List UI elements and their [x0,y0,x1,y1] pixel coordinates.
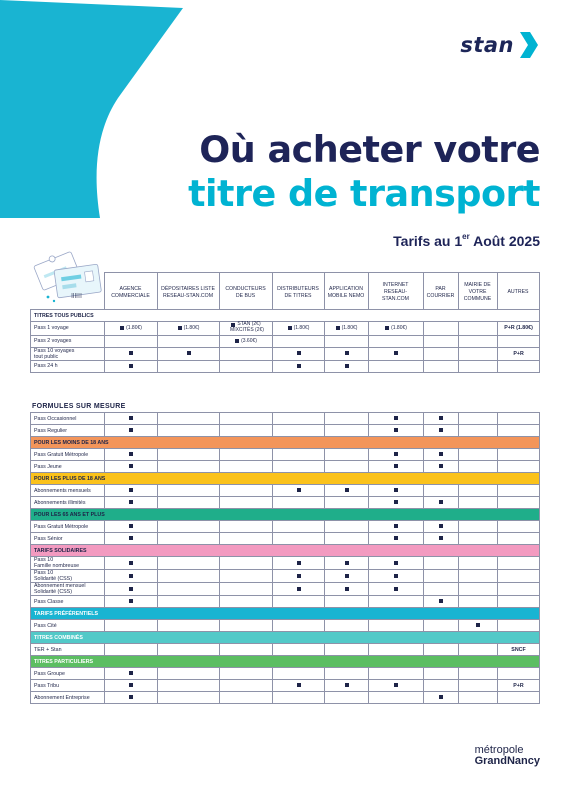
table-row [31,360,540,372]
table-cell: (1.80€) [105,322,158,336]
availability-square [385,326,389,330]
table-row [31,596,540,608]
availability-square [288,326,292,330]
table-cell: SNCF [498,644,540,656]
availability-square [178,326,182,330]
availability-square [297,351,301,355]
table-row [31,583,540,596]
row-label: Pass Jeune [31,461,105,473]
row-label: Pass Cité [31,620,105,632]
header-blank [30,273,104,313]
table-row [31,644,540,656]
row-label: Pass Sénior [31,533,105,545]
table-cell: (1.80€) [273,322,325,336]
col-header-conducteurs: CONDUCTEURS DE BUS [219,273,272,313]
table-row [31,497,540,509]
availability-square [394,351,398,355]
availability-square [394,500,398,504]
availability-square [129,500,133,504]
availability-square [297,364,301,368]
row-label: Abonnement mensuel Solidarité (CSS) [31,583,105,596]
col-header-agence: AGENCE COMMERCIALE [104,273,157,313]
table-cell: STAN (2€) MIXCITÉS (2€) [220,322,273,336]
row-label: Pass 10 Solidarité (CSS) [31,570,105,583]
logo-mark-icon [516,30,540,60]
row-label: Pass Occasionnel [31,413,105,425]
table-row [31,485,540,497]
col-header-depositaires: DÉPOSITAIRES LISTE RESEAU-STAN.COM [157,273,219,313]
row-label: Pass Gratuit Métropole [31,521,105,533]
metropole-text: métropole [474,744,524,756]
availability-square [129,683,133,687]
availability-square [439,416,443,420]
col-header-distributeurs: DISTRIBUTEURS DE TITRES [272,273,324,313]
table-cell [424,322,459,336]
availability-square [297,574,301,578]
row-label: Pass Gratuit Métropole [31,449,105,461]
availability-square [129,364,133,368]
availability-square [394,561,398,565]
row-label: Pass 10 Famille nombreuse [31,557,105,570]
row-label: Abonnements illimités [31,497,105,509]
tous-publics-table [30,309,540,373]
availability-square [394,587,398,591]
table-row [31,521,540,533]
availability-square [297,561,301,565]
section-plus-18: POUR LES PLUS DE 18 ANS [31,473,540,485]
availability-square [439,695,443,699]
col-header-autres: AUTRES [497,273,539,313]
table-row [31,680,540,692]
table-row [31,557,540,570]
availability-square [439,599,443,603]
section-solidaires: TARIFS SOLIDAIRES [31,545,540,557]
table-row [31,533,540,545]
availability-square [120,326,124,330]
section-preferentiels: TARIFS PRÉFÉRENTIELS [31,608,540,620]
availability-square [297,587,301,591]
table-row [31,449,540,461]
availability-square [439,536,443,540]
availability-square [129,574,133,578]
row-label: Pass Regulier [31,425,105,437]
section-formules-title: FORMULES SUR MESURE [32,403,126,410]
row-label: Pass 2 voyages [31,335,105,347]
row-label: Pass Groupe [31,668,105,680]
grandnancy-text: GrandNancy [474,755,540,767]
table-row [31,335,540,347]
table-cell [459,322,498,336]
table-row [31,347,540,360]
availability-square [129,464,133,468]
table-cell: P+R (1.80€) [498,322,540,336]
table-row [31,570,540,583]
availability-square [345,488,349,492]
availability-square [345,351,349,355]
row-label: TER + Stan [31,644,105,656]
stan-logo [460,30,540,60]
availability-square [336,326,340,330]
availability-square [345,561,349,565]
section-tous-publics: TITRES TOUS PUBLICS [31,310,540,322]
table-row [31,692,540,704]
logo-text: stan [460,33,514,57]
table-cell: (1.80€) [369,322,424,336]
table-cell: (3.60€) [220,335,273,347]
availability-square [129,351,133,355]
table-row [31,461,540,473]
availability-square [394,536,398,540]
availability-square [439,452,443,456]
availability-square [129,587,133,591]
page-title-line1: Où acheter votre [199,128,540,171]
availability-square [394,428,398,432]
availability-square [394,574,398,578]
availability-square [394,416,398,420]
col-header-mairie: MAIRIE DE VOTRE COMMUNE [458,273,497,313]
availability-square [439,428,443,432]
availability-square [345,364,349,368]
section-particuliers: TITRES PARTICULIERS [31,656,540,668]
section-moins-18: POUR LES MOINS DE 18 ANS [31,437,540,449]
availability-square [394,488,398,492]
table-cell: (1.80€) [158,322,220,336]
row-label: Abonnements mensuels [31,485,105,497]
availability-square [129,488,133,492]
table-row [31,413,540,425]
availability-square [439,464,443,468]
page-title-line2: titre de transport [188,172,540,215]
availability-square [129,695,133,699]
row-label: Pass 24 h [31,360,105,372]
row-label: Pass Tribu [31,680,105,692]
column-header-row [30,272,540,313]
decorative-shape [0,0,190,220]
availability-square [476,623,480,627]
availability-square [394,464,398,468]
availability-square [187,351,191,355]
formules-table [30,412,540,704]
table-row [31,322,540,336]
table-row [31,668,540,680]
availability-square [345,574,349,578]
section-combines: TITRES COMBINÉS [31,632,540,644]
availability-square [129,416,133,420]
availability-square [394,524,398,528]
availability-square [129,599,133,603]
table-cell: (1.80€) [325,322,369,336]
availability-square [345,587,349,591]
availability-square [129,536,133,540]
metropole-logo [475,744,540,767]
availability-square [297,488,301,492]
row-label: Pass Classe [31,596,105,608]
availability-square [235,339,239,343]
row-label: Abonnement Entreprise [31,692,105,704]
availability-square [129,524,133,528]
availability-square [297,683,301,687]
table-cell: P+R [498,680,540,692]
availability-square [439,500,443,504]
table-cell: P+R [498,347,540,360]
availability-square [129,561,133,565]
row-label: Pass 10 voyages tout public [31,347,105,360]
col-header-internet: INTERNET RESEAU-STAN.COM [368,273,423,313]
availability-square [394,683,398,687]
col-header-appli: APPLICATION MOBILE NEMO [324,273,368,313]
section-plus-65: POUR LES 65 ANS ET PLUS [31,509,540,521]
table-row [31,620,540,632]
tarifs-date: Tarifs au 1er Août 2025 [393,232,540,249]
availability-square [129,428,133,432]
availability-square [129,452,133,456]
availability-square [439,524,443,528]
availability-square [345,683,349,687]
col-header-courrier: PAR COURRIER [423,273,458,313]
availability-square [129,671,133,675]
availability-square [394,452,398,456]
table-row [31,425,540,437]
row-label: Pass 1 voyage [31,322,105,336]
